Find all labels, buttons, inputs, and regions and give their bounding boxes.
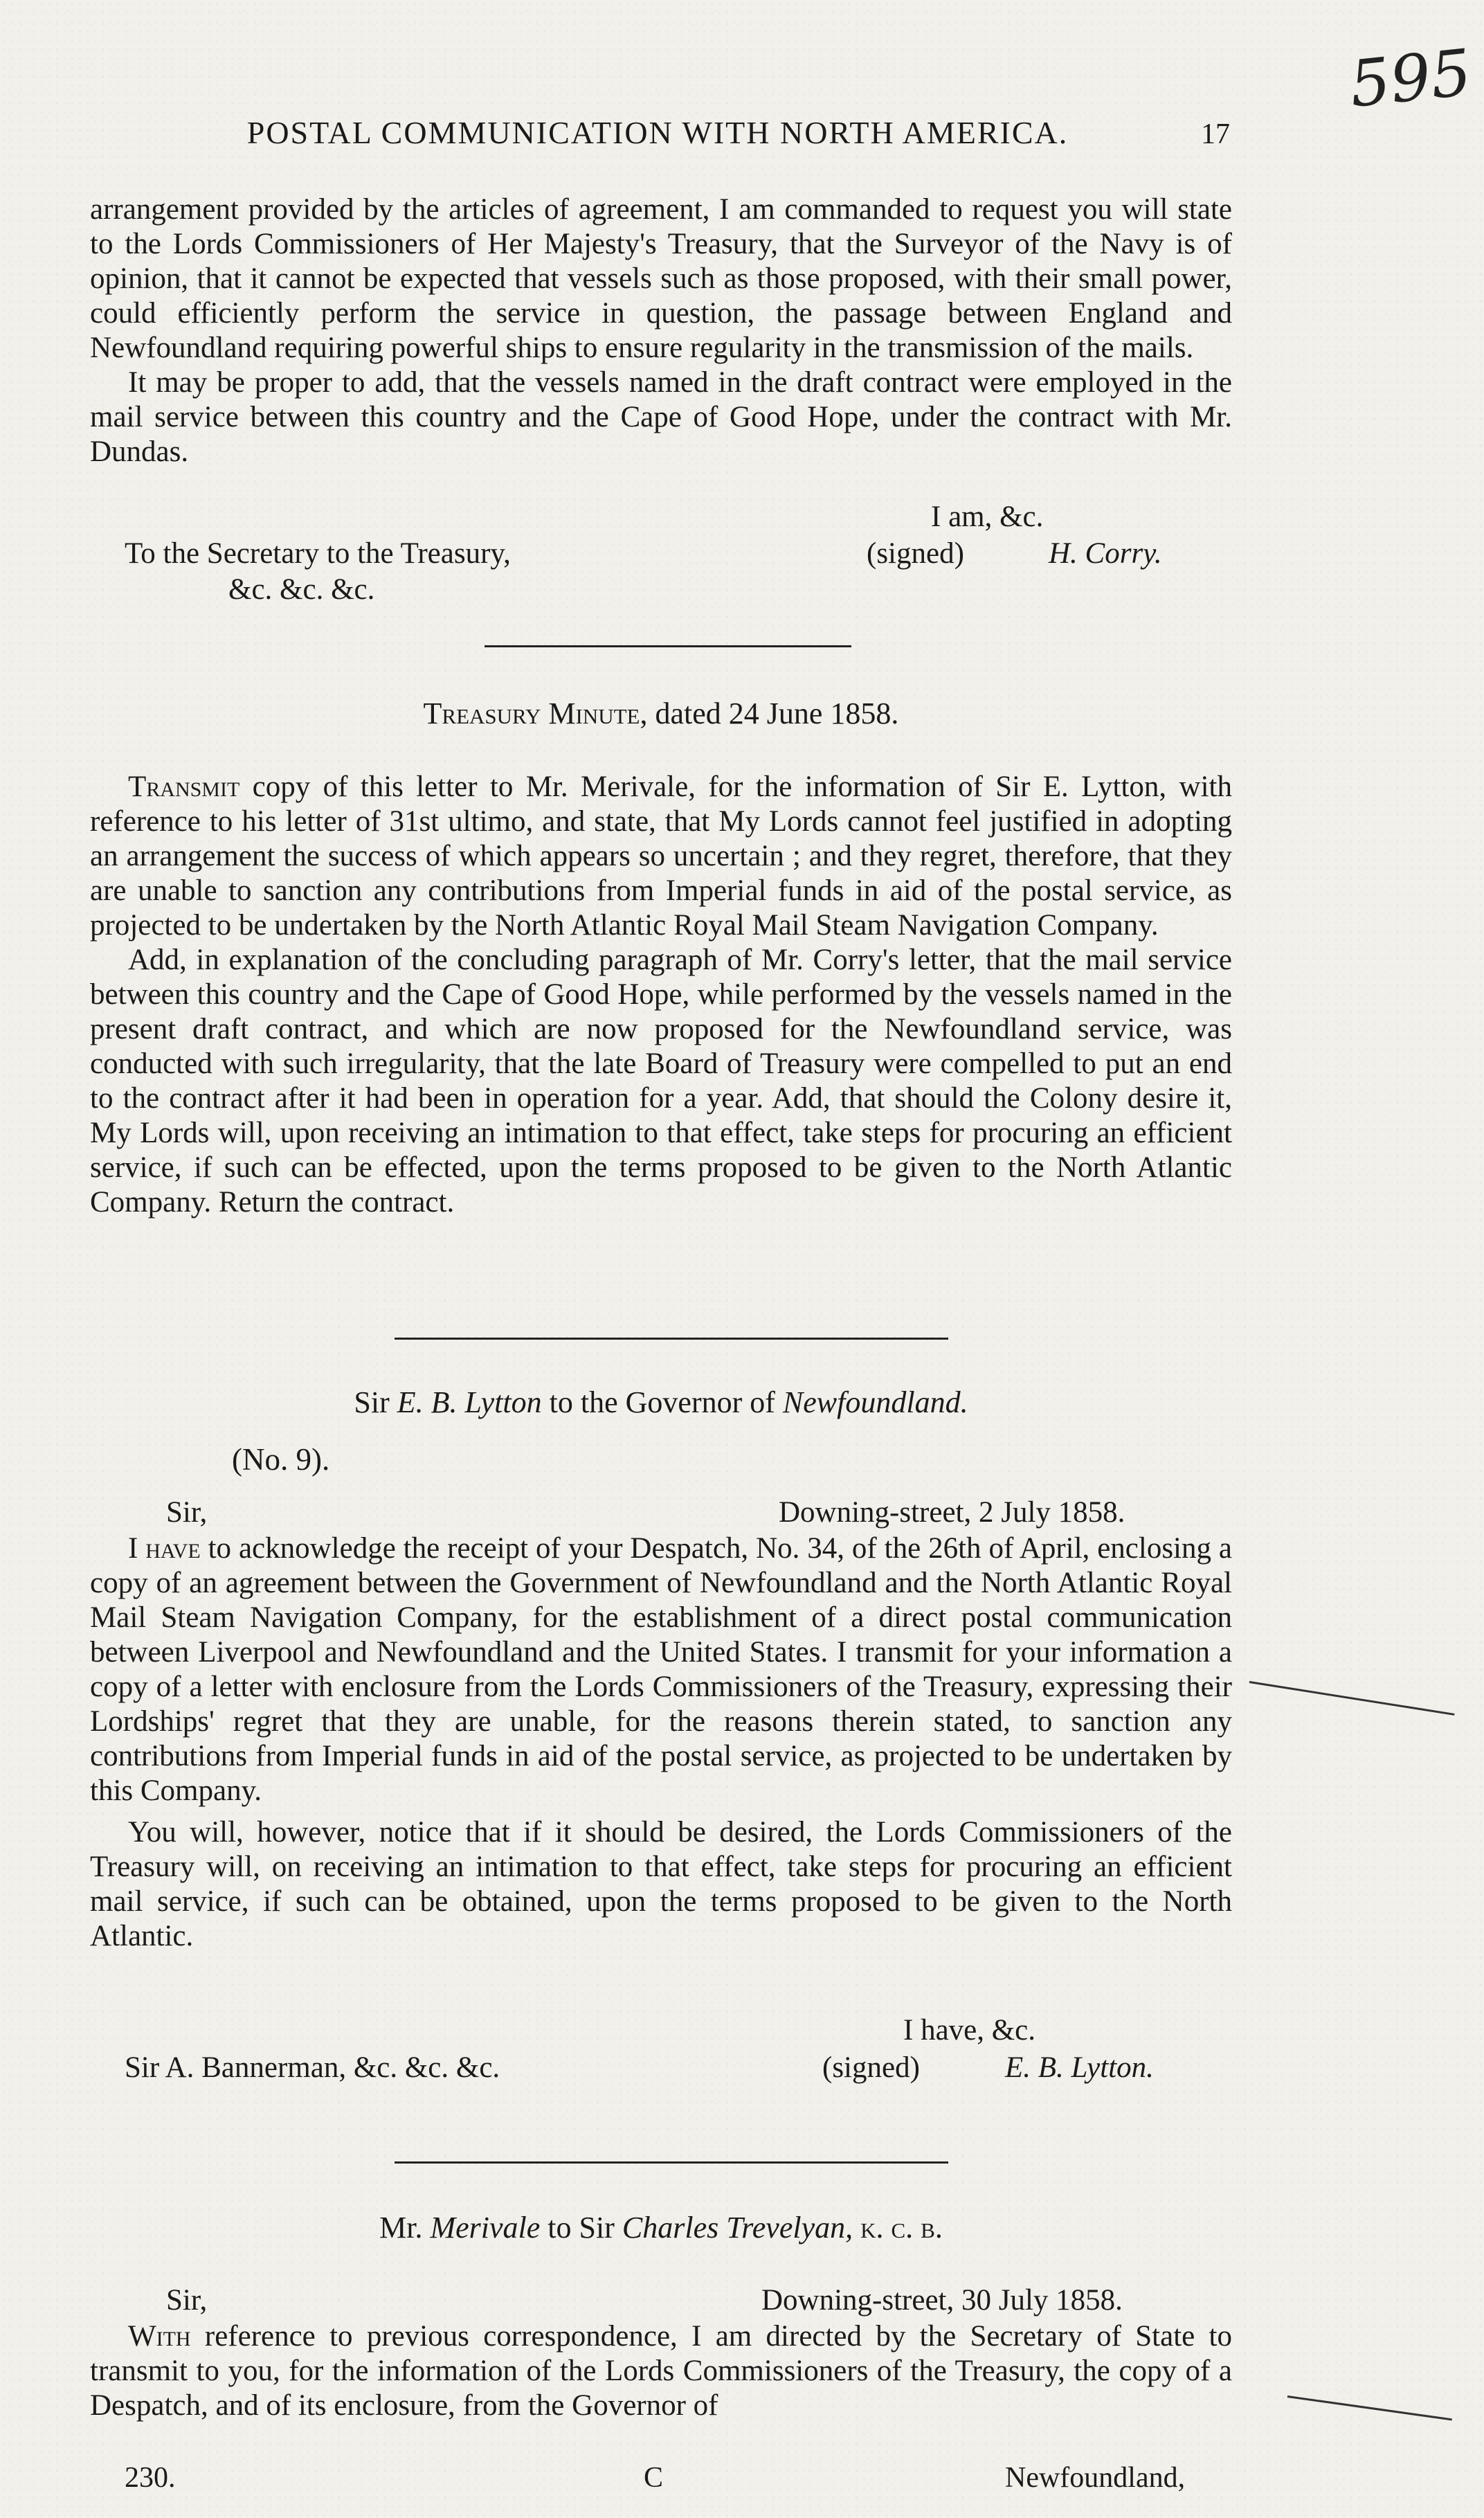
lytton-dateline: Downing-street, 2 July 1858.	[779, 1496, 1125, 1529]
treasury-minute-body	[90, 770, 1232, 1220]
lytton-lead-word: I have	[128, 1532, 201, 1565]
merivale-letter-body	[90, 2319, 1232, 2423]
minute-paragraph-2: Add, in explanation of the concluding paragraph of Mr. Corry's letter, that the mail service between this country and the Cape of Good Hope, while performed by the vessels named in the present draft contract, and which are now proposed for the Newfoundland service, was conducted with such irregularity, that the late Board of Treasury were compelled to put an end to the contract after it had been in operation for a year. Add, that should the Colony desire it, My Lords will, upon receiving an intimation to that effect, take steps for procuring an efficient service, if such can be effected, upon the terms proposed to be given to the North Atlantic Company. Return the contract.	[90, 944, 1232, 1218]
handwritten-folio-number: 595	[1346, 35, 1475, 122]
minute-lead-word: Transmit	[128, 771, 240, 803]
section-divider	[395, 1338, 948, 1340]
merivale-salutation: Sir,	[166, 2284, 208, 2317]
heading-text: to Sir	[540, 2211, 622, 2245]
lytton-paragraph-2: You will, however, notice that if it should be desired, the Lords Commissioners of the Treasury will, on receiving an intimation to that effect, take steps for procuring an efficient mail service, if such can be obtained, upon the terms proposed to be given to the North Atlantic.	[90, 1816, 1232, 1952]
lytton-letter-body	[90, 1531, 1232, 1954]
despatch-number: (No. 9).	[232, 1442, 330, 1477]
signature-mark: C	[644, 2462, 664, 2494]
minute-paragraph-1-text: copy of this letter to Mr. Merivale, for the information of Sir E. Lytton, with reference to his letter of 31st ultimo, and state, that My Lords cannot feel justified in adopting an arrangement the success of which appears so uncertain ; and they regret, therefore, that they are unable to sanction any contributions from Imperial funds in aid of the postal service, as projected to be undertaken by the North Atlantic Royal Mail Steam Navigation Company.	[90, 771, 1232, 942]
corry-signed-label: (signed)	[867, 537, 964, 570]
minute-paragraph-1	[90, 770, 1232, 943]
merivale-lead-word: With	[128, 2320, 191, 2353]
heading-recipient-name: Charles Trevelyan,	[622, 2211, 853, 2245]
running-head: POSTAL COMMUNICATION WITH NORTH AMERICA.	[246, 115, 1069, 150]
catchword: Newfoundland,	[1005, 2462, 1186, 2494]
heading-honorific: k. c. b.	[853, 2211, 943, 2245]
merivale-dateline: Downing-street, 30 July 1858.	[761, 2284, 1123, 2317]
merivale-letter-heading	[90, 2210, 1232, 2245]
section-divider	[395, 2161, 948, 2164]
sheet-number: 230.	[125, 2462, 176, 2494]
heading-text: Sir	[354, 1385, 397, 1419]
lytton-addressee: Sir A. Bannerman, &c. &c. &c.	[125, 2051, 500, 2084]
heading-recipient-place: Newfoundland.	[782, 1385, 968, 1419]
lytton-paragraph-1	[90, 1531, 1232, 1808]
corry-closing: I am, &c.	[931, 501, 1044, 533]
heading-text: to the Governor of	[541, 1385, 783, 1419]
lytton-signature: E. B. Lytton.	[1005, 2051, 1154, 2084]
corry-paragraph-2: It may be proper to add, that the vessels named in the draft contract were employed in the mail service between this country and the Cape of Good Hope, under the contract with Mr. Dundas.	[90, 366, 1232, 468]
corry-addressee: To the Secretary to the Treasury,	[125, 537, 511, 570]
lytton-letter-heading	[90, 1385, 1232, 1420]
merivale-paragraph-1-text: reference to previous correspondence, I am directed by the Secretary of State to transmit to you, for the information of the Lords Commissioners of the Treasury, the copy of a Despatch, and of its enclosure, from the Governor of	[90, 2320, 1232, 2422]
corry-signature: H. Corry.	[1049, 537, 1162, 570]
treasury-minute-date: dated 24 June 1858.	[647, 696, 899, 730]
section-divider	[485, 645, 851, 647]
lytton-salutation: Sir,	[166, 1496, 208, 1529]
lytton-closing: I have, &c.	[903, 2014, 1036, 2047]
treasury-minute-title: Treasury Minute,	[423, 696, 648, 730]
treasury-minute-heading	[90, 696, 1232, 731]
corry-letter-body	[90, 192, 1232, 469]
corry-paragraph-1: arrangement provided by the articles of agreement, I am commanded to request you will state to the Lords Commissioners of Her Majesty's Treasury, that the Surveyor of the Navy is of opinion, that it cannot be expected that vessels such as those proposed, with their small power, could efficiently perform the service in question, the passage between England and Newfoundland requiring powerful ships to ensure regularity in the transmission of the mails.	[90, 193, 1232, 364]
merivale-paragraph-1	[90, 2319, 1232, 2423]
lytton-paragraph-1-text: to acknowledge the receipt of your Despatch, No. 34, of the 26th of April, enclosing a copy of an agreement between the Government of Newfoundland and the North Atlantic Royal Mail Steam Navigation Company, for the establishment of a direct postal communication between Liverpool and Newfoundland and the United States. I transmit for your information a copy of a letter with enclosure from the Lords Commissioners of the Treasury, expressing their Lordships' regret that they are unable, for the reasons therein stated, to sanction any contributions from Imperial funds in aid of the postal service, as projected to be undertaken by this Company.	[90, 1532, 1232, 1807]
corry-addressee-etc: &c. &c. &c.	[228, 573, 375, 606]
lytton-signed-label: (signed)	[822, 2051, 920, 2084]
heading-sender-name: Merivale	[430, 2211, 541, 2245]
heading-text: Mr.	[379, 2211, 431, 2245]
heading-sender-name: E. B. Lytton	[397, 1385, 542, 1419]
page-number: 17	[1201, 118, 1230, 150]
